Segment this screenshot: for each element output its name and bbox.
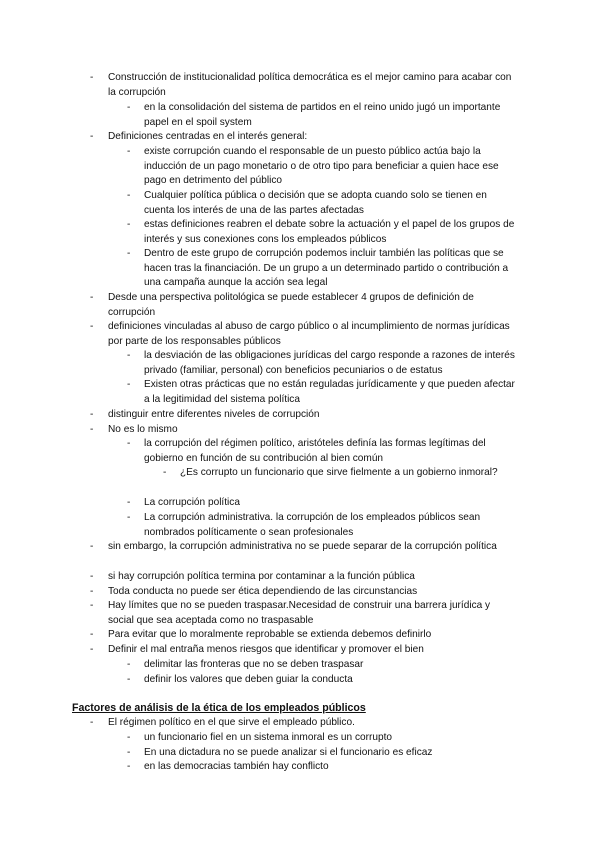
list-item <box>90 320 518 349</box>
list-item-text: delimitar las fronteras que no se deben traspasar <box>144 659 364 670</box>
list-item <box>127 218 518 247</box>
list-item-text: ¿Es corrupto un funcionario que sirve fielmente a un gobierno inmoral? <box>180 467 498 478</box>
list-item <box>127 658 518 673</box>
bullet-dash: - <box>90 717 94 728</box>
list-item-text: El régimen político en el que sirve el empleado público. <box>108 717 355 728</box>
list-item <box>127 349 518 378</box>
list-item <box>127 760 518 775</box>
list-item-text: definir los valores que deben guiar la conducta <box>144 674 353 685</box>
list-item <box>127 145 518 189</box>
list-item-text: Construcción de institucionalidad política democrática es el mejor camino para acabar con la corrupción <box>108 72 512 98</box>
list-item-text: existe corrupción cuando el responsable de un puesto público actúa bajo la inducción de un pago monetario o de otro tipo para beneficiar a quien hace ese pago en detrimento del público <box>144 146 499 187</box>
list-item <box>127 731 518 746</box>
bullet-dash: - <box>90 571 94 582</box>
list-item-text: Para evitar que lo moralmente reprobable se extienda debemos definirlo <box>108 629 432 640</box>
bullet-dash: - <box>163 467 167 478</box>
bullet-dash: - <box>90 644 94 655</box>
list-item <box>90 716 518 731</box>
list-item-text: Definir el mal entraña menos riesgos que identificar y promover el bien <box>108 644 424 655</box>
bullet-dash: - <box>90 72 94 83</box>
list-item-text: Definiciones centradas en el interés general: <box>108 131 308 142</box>
list-item-text: Cualquier política pública o decisión que se adopta cuando solo se tienen en cuenta los interés de una de las partes afectadas <box>144 190 487 216</box>
list-item <box>127 247 518 291</box>
list-item-text: Hay límites que no se pueden traspasar.Necesidad de construir una barrera jurídica y social que sea aceptada como no traspasable <box>108 600 491 626</box>
list-item <box>127 673 518 688</box>
bullet-dash: - <box>127 732 131 743</box>
list-item-text: estas definiciones reabren el debate sobre la actuación y el papel de los grupos de interés y sus conexiones cons los empleados públicos <box>144 219 515 245</box>
bullet-dash: - <box>90 600 94 611</box>
bullet-dash: - <box>127 497 131 508</box>
bullet-dash: - <box>127 350 131 361</box>
list-item-text: Toda conducta no puede ser ética dependiendo de las circunstancias <box>108 586 418 597</box>
list-item-text: la desviación de las obligaciones jurídicas del cargo responde a razones de interés privado (familiar, personal) con beneficios pecuniarios o de estatus <box>144 350 515 376</box>
bullet-dash: - <box>127 747 131 758</box>
list-item <box>127 437 518 466</box>
bullet-dash: - <box>90 409 94 420</box>
list-item-text: Existen otras prácticas que no están reguladas jurídicamente y que pueden afectar a la legitimidad del sistema política <box>144 379 515 405</box>
bullet-dash: - <box>90 321 94 332</box>
list-item-text: Desde una perspectiva politológica se puede establecer 4 grupos de definición de corrupción <box>108 292 474 318</box>
list-item <box>90 130 518 145</box>
bullet-dash: - <box>127 102 131 113</box>
bullet-dash: - <box>90 424 94 435</box>
list-item <box>90 570 518 585</box>
list-item <box>90 643 518 658</box>
bullet-dash: - <box>127 219 131 230</box>
bullet-dash: - <box>127 379 131 390</box>
bullet-dash: - <box>127 146 131 157</box>
list-item-text: si hay corrupción política termina por contaminar a la función pública <box>108 571 415 582</box>
list-item-text: La corrupción política <box>144 497 240 508</box>
section-heading: Factores de análisis de la ética de los empleados públicos <box>72 702 366 714</box>
list-item-text: distinguir entre diferentes niveles de corrupción <box>108 409 320 420</box>
list-item-text: sin embargo, la corrupción administrativa no se puede separar de la corrupción política <box>108 541 497 552</box>
bullet-dash: - <box>90 292 94 303</box>
list-item <box>90 540 518 555</box>
list-item <box>127 189 518 218</box>
list-item-text: Dentro de este grupo de corrupción podemos incluir también las políticas que se hacen tras la financiación. De un grupo a un determinado partido o contribución a una campaña aunque la acción sea legal <box>144 248 509 289</box>
bullet-dash: - <box>127 674 131 685</box>
list-item-text: La corrupción administrativa. la corrupción de los empleados públicos sean nombrados políticamente o sean profesionales <box>144 512 481 538</box>
list-item-text: definiciones vinculadas al abuso de cargo público o al incumplimiento de normas jurídicas por parte de los responsables públicos <box>108 321 510 347</box>
bullet-dash: - <box>90 586 94 597</box>
bullet-dash: - <box>127 248 131 259</box>
list-item <box>127 511 518 540</box>
list-item <box>90 408 518 423</box>
list-item <box>163 466 518 481</box>
list-item <box>90 291 518 320</box>
bullet-dash: - <box>90 541 94 552</box>
list-item-text: No es lo mismo <box>108 424 178 435</box>
list-item-text: En una dictadura no se puede analizar si el funcionario es eficaz <box>144 747 433 758</box>
list-item <box>90 599 518 628</box>
bullet-dash: - <box>127 512 131 523</box>
bullet-dash: - <box>127 190 131 201</box>
list-item <box>127 496 518 511</box>
list-item <box>127 378 518 407</box>
list-item <box>90 71 518 100</box>
bullet-dash: - <box>127 761 131 772</box>
list-item-text: en las democracias también hay conflicto <box>144 761 329 772</box>
bullet-dash: - <box>90 131 94 142</box>
list-item-text: en la consolidación del sistema de partidos en el reino unido jugó un importante papel en el spoil system <box>144 102 501 128</box>
bullet-dash: - <box>127 438 131 449</box>
list-item-text: un funcionario fiel en un sistema inmoral es un corrupto <box>144 732 392 743</box>
list-item <box>127 101 518 130</box>
list-item-text: la corrupción del régimen político, aristóteles definía las formas legítimas del gobierno en función de su contribución al bien común <box>144 438 486 464</box>
list-item <box>90 628 518 643</box>
list-item <box>90 423 518 438</box>
list-item <box>127 746 518 761</box>
bullet-dash: - <box>90 629 94 640</box>
list-item <box>90 585 518 600</box>
bullet-dash: - <box>127 659 131 670</box>
